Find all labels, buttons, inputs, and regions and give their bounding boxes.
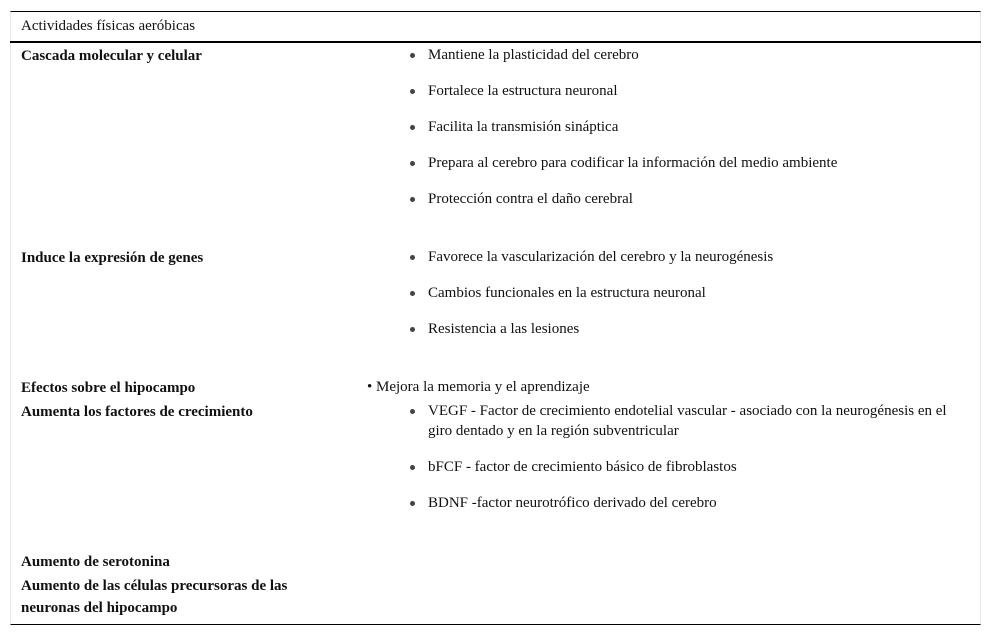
- bullet-list-genes: [410, 247, 950, 355]
- row-label-factores: Aumenta los factores de crecimiento: [21, 404, 253, 420]
- list-item: Mantiene la plasticidad del cerebro: [410, 45, 950, 65]
- bullet-list-factores: [410, 401, 950, 529]
- list-item: bFCF - factor de crecimiento básico de fibroblastos: [410, 457, 950, 477]
- list-item: Protección contra el daño cerebral: [410, 189, 950, 209]
- row-label-genes: Induce la expresión de genes: [21, 250, 204, 266]
- list-item: VEGF - Factor de crecimiento endotelial vascular - asociado con la neurogénesis en el giro dentado y en la región subventricular: [410, 401, 950, 441]
- list-item: Cambios funcionales en la estructura neuronal: [410, 283, 950, 303]
- list-item: Facilita la transmisión sináptica: [410, 117, 950, 137]
- table-header-title: Actividades físicas aeróbicas: [21, 18, 196, 34]
- table-header: [10, 11, 981, 43]
- row-label-celulas-line1: Aumento de las células precursoras de las: [21, 578, 288, 594]
- list-item: BDNF -factor neurotrófico derivado del cerebro: [410, 493, 950, 513]
- list-item: Prepara al cerebro para codificar la información del medio ambiente: [410, 153, 950, 173]
- list-item: Resistencia a las lesiones: [410, 319, 950, 339]
- list-item: Favorece la vascularización del cerebro y la neurogénesis: [410, 247, 950, 267]
- row-label-cascada: Cascada molecular y celular: [21, 48, 202, 64]
- bullet-list-cascada: [410, 45, 950, 225]
- row-label-celulas-line2: neuronas del hipocampo: [21, 600, 178, 616]
- list-item: Fortalece la estructura neuronal: [410, 81, 950, 101]
- hipocampo-note: • Mejora la memoria y el aprendizaje: [367, 379, 590, 395]
- row-label-hipocampo: Efectos sobre el hipocampo: [21, 380, 196, 396]
- row-label-serotonina: Aumento de serotonina: [21, 554, 170, 570]
